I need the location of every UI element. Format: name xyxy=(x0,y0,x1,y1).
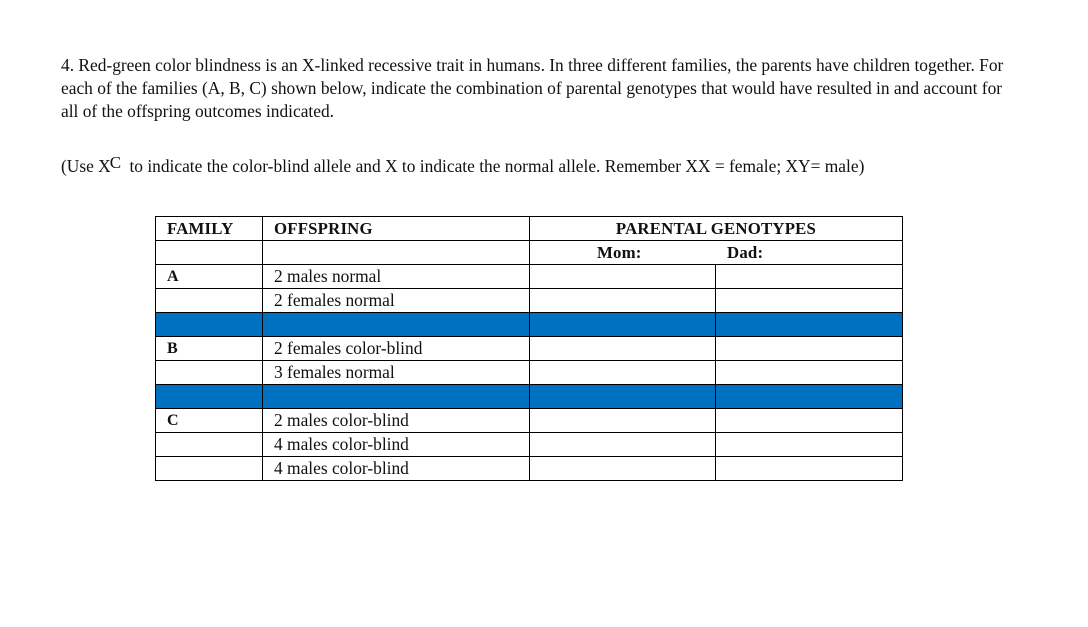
genotype-table xyxy=(155,216,903,481)
family-subheader-cell xyxy=(156,241,263,265)
mom-genotype-cell[interactable] xyxy=(530,337,716,361)
mom-genotype-cell[interactable] xyxy=(530,409,716,433)
table-row xyxy=(156,265,903,289)
separator-cell xyxy=(156,313,263,337)
separator-cell xyxy=(263,385,530,409)
family-header: FAMILY xyxy=(156,217,263,241)
family-label xyxy=(156,361,263,385)
family-label xyxy=(156,433,263,457)
parental-genotypes-header: PARENTAL GENOTYPES xyxy=(530,217,903,241)
separator-cell xyxy=(716,313,903,337)
separator-cell xyxy=(530,313,716,337)
family-label: C xyxy=(156,409,263,433)
table-row xyxy=(156,409,903,433)
table-row xyxy=(156,433,903,457)
header-row xyxy=(156,217,903,241)
offspring-cell: 2 females normal xyxy=(263,289,530,313)
family-label: B xyxy=(156,337,263,361)
offspring-cell: 2 females color-blind xyxy=(263,337,530,361)
mom-genotype-cell[interactable] xyxy=(530,457,716,481)
separator-cell xyxy=(530,385,716,409)
separator-row xyxy=(156,313,903,337)
mom-genotype-cell[interactable] xyxy=(530,289,716,313)
mom-genotype-cell[interactable] xyxy=(530,361,716,385)
mom-dad-subheader xyxy=(530,241,903,265)
instruction-prefix: (Use X xyxy=(61,156,111,176)
table-row xyxy=(156,289,903,313)
dad-genotype-cell[interactable] xyxy=(716,433,903,457)
question-text: 4. Red-green color blindness is an X-linked recessive trait in humans. In three different families, the parents have children together. For each of the families (A, B, C) shown below, indicate the combination of parental genotypes that would have resulted in and account for all of the offspring outcomes indicated. xyxy=(61,55,1004,121)
dad-genotype-cell[interactable] xyxy=(716,457,903,481)
dad-label: Dad: xyxy=(727,243,764,262)
family-label xyxy=(156,457,263,481)
dad-genotype-cell[interactable] xyxy=(716,289,903,313)
separator-cell xyxy=(263,313,530,337)
separator-cell xyxy=(716,385,903,409)
separator-cell xyxy=(156,385,263,409)
table-row xyxy=(156,337,903,361)
family-label xyxy=(156,289,263,313)
offspring-subheader-cell xyxy=(263,241,530,265)
instruction-suffix: to indicate the color-blind allele and X to indicate the normal allele. Remember XX = female; XY= male) xyxy=(125,156,865,176)
table-row xyxy=(156,361,903,385)
mom-genotype-cell[interactable] xyxy=(530,433,716,457)
instruction-text xyxy=(61,155,1041,178)
mom-genotype-cell[interactable] xyxy=(530,265,716,289)
dad-genotype-cell[interactable] xyxy=(716,265,903,289)
offspring-cell: 4 males color-blind xyxy=(263,433,530,457)
table-row xyxy=(156,457,903,481)
offspring-cell: 2 males color-blind xyxy=(263,409,530,433)
dad-genotype-cell[interactable] xyxy=(716,361,903,385)
allele-superscript: C xyxy=(109,153,122,172)
dad-genotype-cell[interactable] xyxy=(716,337,903,361)
offspring-cell: 3 females normal xyxy=(263,361,530,385)
dad-genotype-cell[interactable] xyxy=(716,409,903,433)
offspring-cell: 4 males color-blind xyxy=(263,457,530,481)
separator-row xyxy=(156,385,903,409)
offspring-cell: 2 males normal xyxy=(263,265,530,289)
subheader-row xyxy=(156,241,903,265)
mom-label: Mom: xyxy=(597,243,642,262)
offspring-header: OFFSPRING xyxy=(263,217,530,241)
family-label: A xyxy=(156,265,263,289)
